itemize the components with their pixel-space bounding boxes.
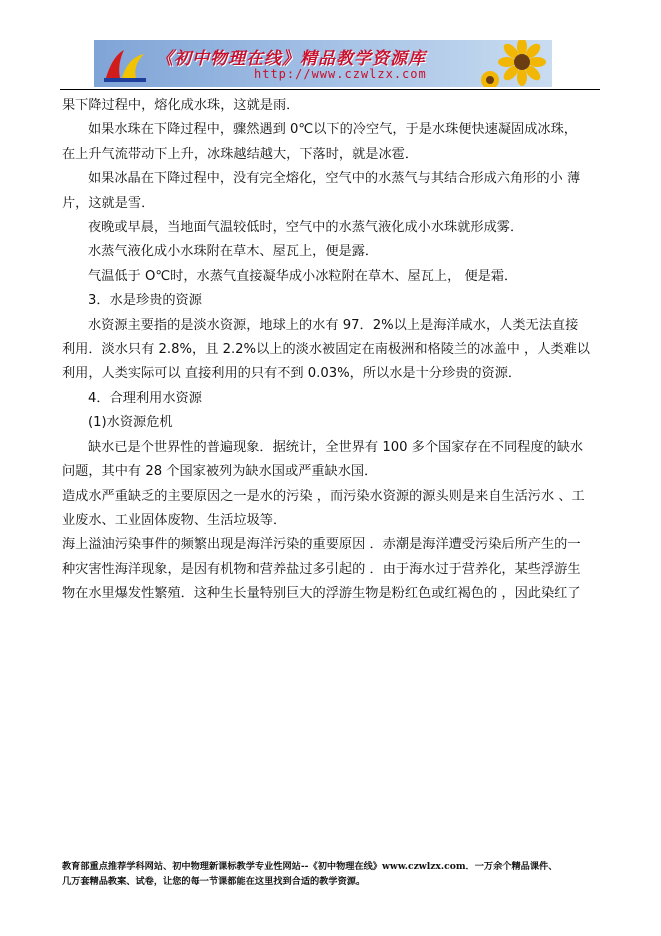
banner-title: 《初中物理在线》精品教学资源库 — [156, 49, 426, 69]
body-line: 如果冰晶在下降过程中，没有完全熔化，空气中的水蒸气与其结合形成六角形的小 薄 — [88, 171, 581, 187]
body-line: 在上升气流带动下上升，冰珠越结越大，下落时，就是冰雹． — [62, 146, 419, 162]
footer-line-1: 教育部重点推荐学科网站、初中物理新课标教学专业性网站--《初中物理在线》www.czwlzx.com．一万余个精品课件、 — [62, 861, 558, 872]
body-line: 3．水是珍贵的资源 — [88, 293, 202, 309]
header-banner — [94, 40, 552, 87]
body-line: 果下降过程中，熔化成水珠，这就是雨． — [62, 98, 300, 113]
body-line: 片，这就是雪． — [62, 195, 155, 211]
body-line: 造成水严重缺乏的主要原因之一是水的污染 ，而污染水资源的源头则是来自生活污水 、工 — [62, 488, 585, 504]
body-line: 利用，人类实际可以 直接利用的只有不到 0.03%，所以水是十分珍贵的资源． — [62, 366, 522, 382]
body-line: 缺水已是个世界性的普遍现象．据统计，全世界有 100 多个国家存在不同程度的缺水 — [88, 439, 584, 455]
body-line: 气温低于 O℃时，水蒸气直接凝华成小冰粒附在草木、屋瓦上， 便是霜． — [88, 268, 518, 284]
header-rule — [60, 89, 600, 90]
banner-url: http://www.czwlzx.com — [254, 67, 427, 81]
body-line: 种灾害性海洋现象，是因有机物和营养盐过多引起的 ．由于海水过于营养化，某些浮游生 — [62, 561, 581, 577]
page-footer — [62, 859, 607, 889]
body-line: 海上溢油污染事件的频繁出现是海洋污染的重要原因 ．赤潮是海洋遭受污染后所产生的一 — [62, 537, 581, 553]
body-line: (1)水资源危机 — [88, 415, 173, 431]
body-line: 问题，其中有 28 个国家被列为缺水国或严重缺水国． — [62, 464, 378, 480]
body-line: 4．合理利用水资源 — [88, 390, 202, 406]
sunflower-image — [478, 40, 550, 87]
body-line: 利用．淡水只有 2.8%，且 2.2%以上的淡水被固定在南极洲和格陵兰的冰盖中 ，人类难以 — [62, 342, 590, 358]
body-line: 水蒸气液化成小水珠附在草木、屋瓦上，便是露． — [88, 244, 379, 260]
body-line: 夜晚或早晨，当地面气温较低时，空气中的水蒸气液化成小水珠就形成雾． — [88, 220, 524, 236]
document-body — [62, 94, 602, 607]
footer-line-2: 几万套精品教案、试卷，让您的每一节课都能在这里找到合适的教学资源。 — [62, 876, 366, 887]
body-line: 物在水里爆发性繁殖．这种生长量特别巨大的浮游生物是粉红色或红褐色的 ，因此染红了 — [62, 586, 581, 602]
site-logo — [102, 44, 148, 84]
body-line: 业废水、工业固体废物、生活垃圾等． — [62, 512, 287, 528]
body-line: 如果水珠在下降过程中，骤然遇到 0℃以下的冷空气，于是水珠便快速凝固成冰珠， — [88, 122, 577, 138]
body-line: 水资源主要指的是淡水资源，地球上的水有 97．2%以上是海洋咸水，人类无法直接 — [88, 317, 579, 333]
